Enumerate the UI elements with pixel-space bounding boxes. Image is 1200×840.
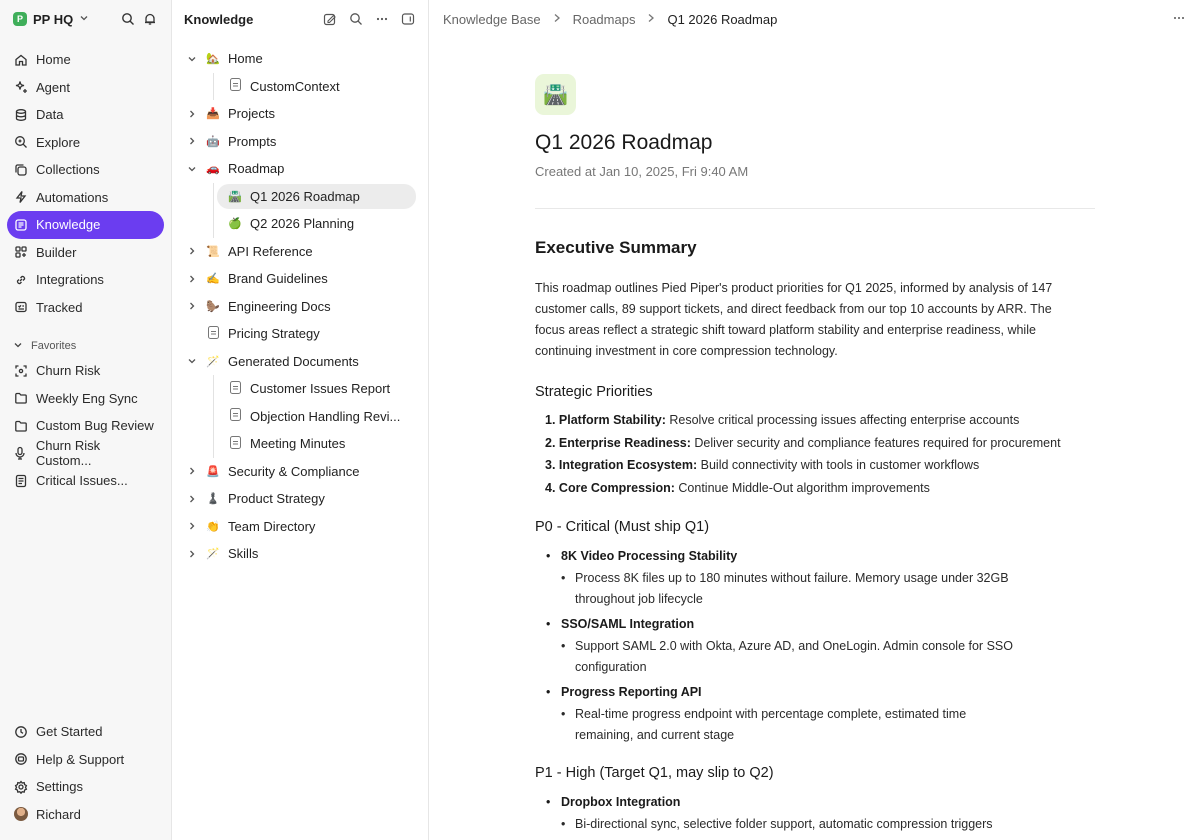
scan-icon [13,363,28,378]
chevron-right-icon[interactable] [184,109,200,119]
priority-item [545,454,1094,477]
page-emoji-icon: 🍏 [228,218,242,231]
favorites-label: Favorites [31,340,77,352]
more-icon[interactable] [1172,12,1186,26]
document-icon [228,408,242,424]
explore-icon [13,135,28,150]
collections-icon [13,162,28,177]
chevron-down-icon[interactable] [184,54,200,64]
favorite-item-label: Weekly Eng Sync [36,390,138,406]
favorite-item-weekly-eng-sync[interactable] [7,385,164,413]
tree-item-label: Pricing Strategy [228,326,320,342]
p0-item-detail: • Process 8K files up to 180 minutes without failure. Memory usage under 32GB throughout job lifecycle [561,568,1016,609]
chevron-down-icon[interactable] [13,340,23,353]
tree-item-label: Brand Guidelines [228,271,328,287]
integrations-icon [13,272,28,287]
tree-item-label: Security & Compliance [228,463,360,479]
page-emoji-icon: 📜 [206,245,220,258]
p0-item-detail: • Support SAML 2.0 with Okta, Azure AD, and OneLogin. Admin console for SSO configuration [561,636,1016,677]
priority-title: Platform Stability: [558,413,666,427]
priorities-list [535,409,1094,499]
page-emoji-icon: 📥 [206,108,220,121]
strategic-priorities-heading: Strategic Priorities [535,384,653,400]
priority-item [545,409,1094,432]
sidebar-item-label: Automations [36,189,109,205]
tree-item-label: Roadmap [228,161,285,177]
knowledge-tree-panel [172,0,429,840]
tree-item-label: CustomContext [250,78,340,94]
automation-icon [13,190,28,205]
tree-item-label: Engineering Docs [228,298,331,314]
folder-icon [13,391,28,406]
p0-item [546,680,1094,745]
tree-list [184,45,416,568]
sidebar-item-label: Richard [36,806,81,822]
p1-item [546,790,1094,835]
sidebar-item-label: Agent [36,79,70,95]
favorite-item-label: Churn Risk Custom... [35,438,101,469]
help-icon [13,752,28,767]
builder-icon [13,245,28,260]
page-emoji-icon: 🦫 [206,300,220,313]
page-emoji-icon: 🤖 [206,135,220,148]
sidebar-item-label: Settings [36,779,83,795]
p0-item-detail: • Real-time progress endpoint with percentage complete, estimated time remaining, and current stage [561,704,1016,745]
chevron-right-icon[interactable] [184,136,200,146]
page-emoji-icon: 👏 [206,520,220,533]
p1-list [535,790,1094,835]
priority-title: Core Compression: [558,480,675,495]
document-icon [13,473,28,488]
workspace-logo: P [13,12,27,26]
chevron-right-icon[interactable] [184,274,200,284]
settings-icon [13,779,28,794]
collapse-panel-icon[interactable] [400,11,416,27]
clock-icon [13,724,28,739]
executive-summary-heading: Executive Summary [535,238,697,257]
page-emoji-icon: 🪄 [206,355,220,368]
page-emoji-icon: ♟️ [206,493,220,506]
tree-item-label: Customer Issues Report [250,381,391,397]
priority-title: Integration Ecosystem: [558,458,698,472]
search-icon[interactable] [120,11,136,27]
tree-item[interactable] [184,183,416,211]
folder-icon [13,418,28,433]
priority-item [545,477,1094,500]
p1-heading: P1 - High (Target Q1, may slip to Q2) [535,765,774,781]
sidebar-item-agent[interactable] [7,74,164,102]
breadcrumb [429,0,1200,38]
priority-text: Continue Middle-Out algorithm improvements [678,480,930,495]
p0-item-title: • Progress Reporting API [546,680,1094,704]
tree-item[interactable] [184,458,416,486]
sidebar-item-label: Explore [36,134,81,150]
priority-item [545,432,1094,455]
sidebar-item-label: Get Started [36,724,103,740]
tree-title: Knowledge [184,11,254,27]
more-icon[interactable] [374,11,390,27]
workspace-switcher[interactable]: PP HQ [33,11,74,27]
chevron-right-icon[interactable] [184,549,200,559]
priority-text: Resolve critical processing issues affecting enterprise accounts [669,413,1020,427]
tree-item[interactable] [184,73,416,101]
tree-item[interactable] [184,128,416,156]
favorite-item-churn-risk-custom[interactable] [7,440,164,468]
page-emoji-icon: 🚨 [206,465,220,478]
knowledge-icon [13,217,28,232]
left-sidebar [0,0,172,840]
divider [535,208,1095,209]
tree-item[interactable] [184,430,416,458]
tree-item-label: Projects [228,106,275,122]
tracked-icon [13,300,28,315]
page-emoji-icon: 🪄 [206,548,220,561]
sidebar-item-label: Home [36,52,71,68]
sidebar-item-integrations[interactable] [7,266,164,294]
priority-number: 3. [545,458,556,472]
tree-item-label: Skills [228,546,259,562]
sidebar-item-collections[interactable] [7,156,164,184]
sidebar-item-explore[interactable] [7,129,164,157]
p0-item [546,544,1094,609]
p1-item-title: • Dropbox Integration [546,790,1094,814]
tree-item-label: Q2 2026 Planning [250,216,355,232]
priority-title: Enterprise Readiness: [558,435,691,450]
sidebar-item-label: Collections [36,162,100,178]
priority-number: 2. [545,435,556,450]
page-emoji-icon[interactable]: 🛣️ [535,74,576,115]
sidebar-item-data[interactable] [7,101,164,129]
tree-item[interactable] [184,348,416,376]
new-page-icon[interactable] [322,11,338,27]
p0-list [535,544,1094,745]
sidebar-item-help-support[interactable] [7,746,164,774]
p0-item-title: • SSO/SAML Integration [546,612,1094,636]
sidebar-item-label: Tracked [36,299,83,315]
p0-item [546,612,1094,677]
tree-item[interactable] [184,100,416,128]
document-icon [206,326,220,342]
sidebar-item-label: Integrations [36,272,104,288]
favorite-item-label: Critical Issues... [36,473,128,489]
sidebar-bottom [7,718,164,828]
tree-item[interactable] [184,293,416,321]
chevron-down-icon[interactable] [79,13,89,26]
database-icon [13,107,28,122]
document-icon [228,381,242,397]
tree-item-label: Q1 2026 Roadmap [250,188,360,204]
breadcrumb-item-current[interactable]: Q1 2026 Roadmap [667,11,778,27]
favorite-item-churn-risk[interactable] [7,357,164,385]
bell-icon[interactable] [142,11,158,27]
p0-item-title: • 8K Video Processing Stability [546,544,1094,568]
chevron-right-icon[interactable] [184,521,200,531]
sparkle-icon [13,80,28,95]
tree-item-label: API Reference [228,243,313,259]
sidebar-item-knowledge[interactable] [7,211,164,239]
document-icon [228,436,242,452]
tree-item[interactable] [184,320,416,348]
breadcrumb-item-knowledge-base[interactable]: Knowledge Base [443,11,541,27]
tree-item[interactable] [184,45,416,73]
sidebar-item-richard[interactable] [7,801,164,829]
sidebar-item-label: Data [36,107,64,123]
tree-item[interactable] [184,238,416,266]
chevron-right-icon[interactable] [184,466,200,476]
favorite-item-label: Custom Bug Review [36,418,154,434]
tree-item[interactable] [184,265,416,293]
tree-item[interactable] [184,403,416,431]
tree-item-label: Home [228,51,263,67]
page-emoji-icon: 🚗 [206,163,220,176]
home-icon [13,52,28,67]
search-icon[interactable] [348,11,364,27]
sidebar-item-label: Builder [36,244,77,260]
chevron-right-icon [553,13,561,26]
favorites-list [7,357,164,495]
tree-header [184,0,416,38]
page-emoji-icon: 🏡 [206,53,220,66]
p1-item-detail: • Bi-directional sync, selective folder support, automatic compression triggers [561,814,1016,835]
page-emoji-icon: ✍️ [206,273,220,286]
chevron-right-icon[interactable] [184,494,200,504]
document-icon [228,78,242,94]
sidebar-item-builder[interactable] [7,239,164,267]
tree-item[interactable] [184,210,416,238]
favorite-item-label: Churn Risk [36,363,101,379]
tree-item[interactable] [184,485,416,513]
chevron-right-icon [647,13,655,26]
tree-item-label: Meeting Minutes [250,436,346,452]
sidebar-item-home[interactable] [7,46,164,74]
main-nav [7,46,164,321]
tree-item[interactable] [184,513,416,541]
priority-number: 4. [545,480,556,495]
favorites-header[interactable] [7,335,164,357]
chevron-down-icon[interactable] [184,164,200,174]
sidebar-item-settings[interactable] [7,773,164,801]
priority-number: 1. [545,413,556,427]
sidebar-item-label: Knowledge [36,217,101,233]
created-timestamp: Created at Jan 10, 2025, Fri 9:40 AM [535,164,749,179]
breadcrumb-item-roadmaps[interactable]: Roadmaps [572,11,636,27]
tree-item-label: Team Directory [228,518,316,534]
microphone-icon [13,446,28,461]
sidebar-item-tracked[interactable] [7,294,164,322]
tree-item[interactable] [184,375,416,403]
chevron-right-icon[interactable] [184,301,200,311]
favorite-item-critical-issues[interactable] [7,467,164,495]
sidebar-item-get-started[interactable] [7,718,164,746]
sidebar-item-automations[interactable] [7,184,164,212]
tree-item-label: Objection Handling Revi... [250,408,401,424]
avatar [13,807,28,822]
page-emoji-icon: 🛣️ [228,190,242,203]
favorite-item-custom-bug-review[interactable] [7,412,164,440]
p0-heading: P0 - Critical (Must ship Q1) [535,519,710,535]
workspace-header [7,0,164,38]
chevron-down-icon[interactable] [184,356,200,366]
executive-summary-text: This roadmap outlines Pied Piper's product priorities for Q1 2025, informed by analysis of 147 customer calls, 89 support tickets, and direct feedback from our top 10 accounts by ARR. The focus areas reflect a strategic shift toward platform stability and enterprise readiness, while continuing investment in core compression technology. [535,281,1053,358]
tree-item-label: Generated Documents [228,353,359,369]
page-title[interactable]: Q1 2026 Roadmap [535,131,713,154]
main-content [429,0,1200,840]
priority-text: Deliver security and compliance features required for procurement [694,435,1061,450]
tree-item[interactable] [184,540,416,568]
document [429,38,1094,838]
chevron-right-icon[interactable] [184,246,200,256]
sidebar-item-label: Help & Support [36,751,125,767]
tree-item[interactable] [184,155,416,183]
priority-text: Build connectivity with tools in customer workflows [700,458,980,472]
tree-item-label: Prompts [228,133,277,149]
tree-item-label: Product Strategy [228,491,325,507]
